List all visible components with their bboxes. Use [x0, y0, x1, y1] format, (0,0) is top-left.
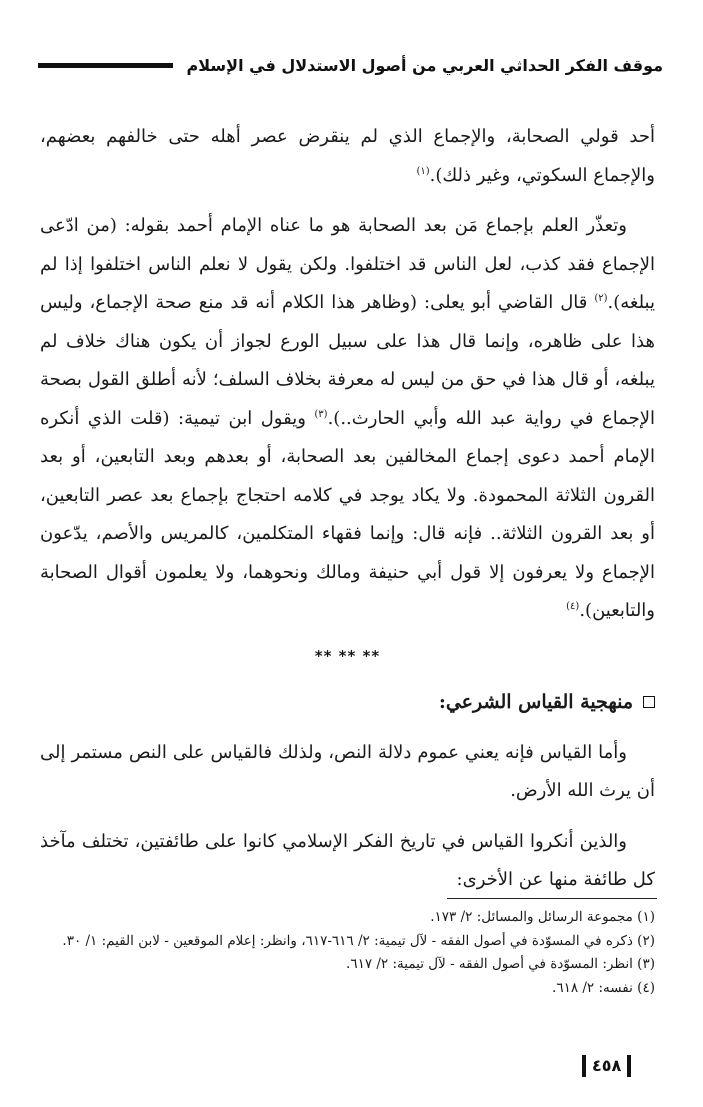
footnote-ref-3: (٣)	[314, 408, 328, 420]
page-number	[582, 1054, 631, 1078]
page-number-text: ٤٥٨	[592, 1056, 622, 1075]
paragraph-2a-text: وتعذّر العلم بإجماع مَن بعد الصحابة هو ما عناه الإمام أحمد بقوله: (من ادّعى الإجماع فقد كذب، لعل الناس قد اختلفوا. ولكن يقول لا نعلم الناس اختلفوا إذا لم يبلغه).	[40, 215, 655, 313]
paragraph-4: والذين أنكروا القياس في تاريخ الفكر الإسلامي كانوا على طائفتين، تختلف مآخذ كل طائفة منها عن الأخرى:	[40, 830, 655, 890]
paragraph-3: وأما القياس فإنه يعني عموم دلالة النص، ولذلك فالقياس على النص مستمر إلى أن يرث الله الأرض.	[40, 741, 655, 801]
paragraph-2b-text: قال القاضي أبو يعلى: (وظاهر هذا الكلام أنه قد منع صحة الإجماع، وليس هذا على ظاهره، وإنما قال هذا على سبيل الورع لجواز أن يكون هناك خلاف لم يبلغه، أو قال هذا في حق من ليس له معرفة بخلاف السلف؛ لأنه أطلق القول بصحة الإجماع في رواية عبد الله وأبي الحارث..).	[40, 292, 655, 429]
footnote-2: (٢) ذكره في المسوّدة في أصول الفقه - لآل تيمية: ٢/ ٦١٦-٦١٧، وانظر: إعلام الموقعين - لابن القيم: ١/ ٣٠.	[62, 932, 655, 949]
section-heading	[40, 683, 655, 722]
footnote-4: (٤) نفسه: ٢/ ٦١٨.	[552, 979, 655, 996]
footnote-3: (٣) انظر: المسوّدة في أصول الفقه - لآل تيمية: ٢/ ٦١٧.	[346, 956, 655, 972]
section-separator: ** ** **	[314, 646, 381, 665]
footnote-1: (١) مجموعة الرسائل والمسائل: ٢/ ١٧٣.	[430, 909, 655, 925]
header-rule	[38, 63, 173, 68]
footnote-ref-1: (١)	[416, 165, 430, 177]
paragraph-1-text: أحد قولي الصحابة، والإجماع الذي لم ينقرض عصر أهله حتى خالفهم بعضهم، والإجماع السكوتي، وغير ذلك).	[40, 126, 655, 186]
paragraph-1	[40, 118, 655, 195]
paragraph-2	[40, 207, 655, 631]
footnote-ref-4: (٤)	[566, 601, 580, 612]
paragraph-2c-text: ويقول ابن تيمية: (قلت الذي أنكره الإمام أحمد دعوى إجماع المخالفين بعد الصحابة، أو بعدهم وبعد التابعين، أو بعد القرون الثلاثة المحمودة. ولا يكاد يوجد في كلامه احتجاج بإجماع بعد عصر التابعين، أو بعد القرون الثلاثة.. فإنه قال: وإنما فقهاء المتكلمين، كالمريس والأصم، يدّعون الإجماع ولا يعرفون إلا قول أبي حنيفة ومالك ونحوهما، ولا يعلمون أقوال الصحابة والتابعين).	[40, 407, 655, 621]
footnote-ref-2: (٢)	[594, 293, 608, 304]
body-text	[40, 118, 655, 900]
footnote-divider	[447, 898, 657, 899]
page-number-bar-right	[627, 1055, 631, 1077]
running-header	[30, 50, 663, 80]
checkbox-icon	[643, 696, 655, 708]
header-title: موقف الفكر الحداثي العربي من أصول الاستدلال في الإسلام	[186, 55, 663, 75]
section-heading-text: منهجية القياس الشرعي:	[438, 691, 633, 713]
footnotes	[30, 906, 655, 1000]
